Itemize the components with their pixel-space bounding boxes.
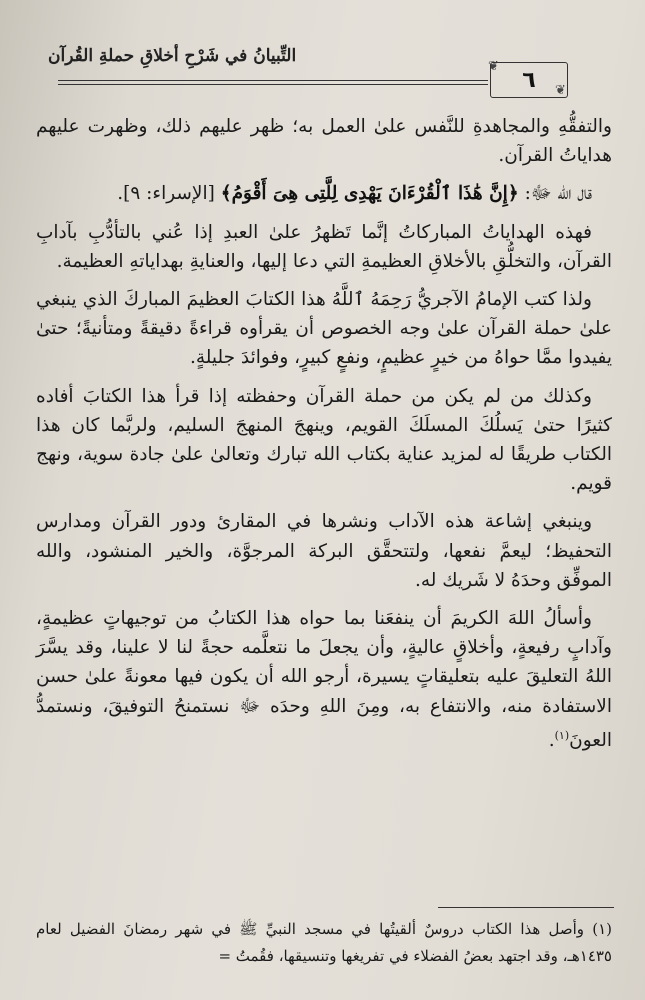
paragraph: ولذا كتب الإمامُ الآجريُّ رَحِمَهُ ٱللَّهُ هذا الكتابَ العظيمَ المباركَ الذي ينبغي علىٰ حملة القرآن علىٰ وجه الخصوص أن يقرأوه قراءةً دقيقةً ومتأنيةً؛ حتىٰ يفيدوا ممَّا حواهُ من خيرٍ عظيمٍ، ونفعٍ كبيرٍ، وفوائدَ جليلةٍ. <box>36 289 612 369</box>
header-rule-bottom <box>58 84 488 85</box>
paragraph: والتفقُّهِ والمجاهدةِ للنَّفس علىٰ العمل به؛ ظهر عليهم ذلك، وظهرت عليهم هداياتُ القرآن. <box>36 116 612 167</box>
verse-reference: [الإسراء: ٩]. <box>117 183 215 205</box>
quran-verse: ﴿إِنَّ هَٰذَا ٱلْقُرْءَانَ يَهْدِى لِلَّتِى هِىَ أَقْوَمُ﴾ <box>220 183 519 205</box>
closing-period: . <box>548 730 555 752</box>
running-title: التِّبيانُ في شَرْحِ أخلاقِ حملةِ القُرآن <box>48 46 297 66</box>
footnote-separator <box>438 907 614 908</box>
ornament-icon: ❦ <box>555 83 566 98</box>
page-number: ٦ <box>522 67 536 93</box>
footnote: (١) وأصل هذا الكتاب دروسٌ ألقيتُها في مسجد النبيِّ ﷺ في شهر رمضانَ الفضيل لعام ١٤٣٥هـ، وقد اجتهد بعضُ الفضلاء في تفريغها وتنسيقها، فقُمتُ = <box>36 920 612 965</box>
footnote-reference[interactable]: (١) <box>554 728 570 742</box>
citation-intro: قال الله ﷻ: <box>524 183 592 205</box>
paragraph: وينبغي إشاعة هذه الآداب ونشرها في المقارئ ودور القرآن ومدارس التحفيظ؛ ليعمَّ نفعها، ولتتحقَّق البركة المرجوَّة، والخير المنشود، والله الموفِّق وحدَهُ لا شَريك له. <box>36 511 612 591</box>
page-header <box>0 0 645 100</box>
closing-text: وأسألُ اللهَ الكريمَ أن ينفعَنا بما حواه هذا الكتابُ من توجيهاتٍ عظيمةٍ، وآدابٍ رفيعةٍ، وأخلاقٍ عاليةٍ، وأن يجعلَ ما نتعلَّمه حجةً لنا لا علينا، وقد يسَّرَ اللهُ التعليقَ عليه بتعليقاتٍ يسيرة، أرجو الله أن يكون فيها معونةً علىٰ حسن الاستفادة منه، والانتفاع به، ومِنَ اللهِ وحدَه ﷻ نستمنحُ التوفيقَ، ونستمدُّ العونَ <box>36 608 612 752</box>
quran-citation-paragraph <box>36 179 612 208</box>
ornament-icon: ❦ <box>488 59 499 74</box>
paragraph: وكذلك من لم يكن من حملة القرآن وحفظته إذا قرأ هذا الكتابَ أفاده كثيرًا حتىٰ يَسلُكَ المسلَكَ القويم، وينهجَ المنهجَ السليم، ولربَّما كان هذا الكتاب طريقًا له لمزيد عناية بكتاب الله تبارك وتعالىٰ علىٰ جادة سوية، ونهج قويم. <box>36 385 612 495</box>
closing-paragraph <box>36 604 612 755</box>
paragraph: فهذه الهداياتُ المباركاتُ إنَّما تَظهرُ علىٰ العبدِ إذا عُني بالتأدُّبِ بآدابِ القرآن، والتخلُّقِ بالأخلاقِ العظيمةِ التي دعا إليها، والعنايةِ بهداياتهِ العظيمة. <box>36 221 612 272</box>
main-text <box>36 112 612 755</box>
header-rule-top <box>58 80 488 81</box>
